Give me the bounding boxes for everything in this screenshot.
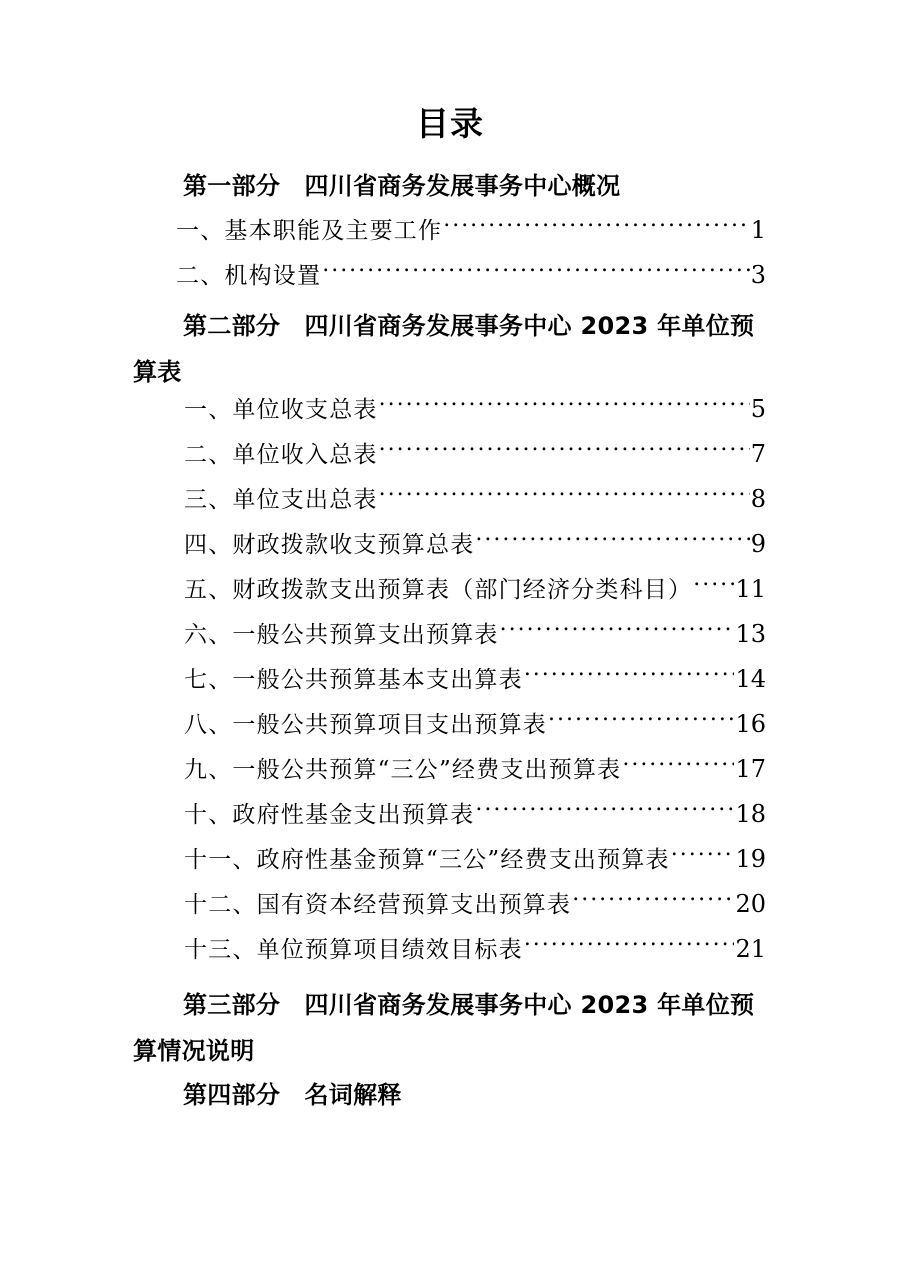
toc-entry-page: 3 [750,261,766,289]
toc-entry[interactable] [176,258,766,293]
toc-entry[interactable] [184,617,766,652]
leader-dots [443,215,750,238]
toc-entry[interactable] [184,932,766,967]
toc-entry[interactable] [184,842,766,877]
toc-entry-label: 十一、政府性基金预算“三公”经费支出预算表 [184,847,670,873]
toc-entry-label: 二、机构设置 [176,263,322,289]
toc-entry-page: 19 [735,845,766,873]
toc-entry-label: 四、财政拨款收支预算总表 [184,532,475,558]
leader-dots [572,889,734,912]
toc-entry[interactable] [184,662,766,697]
toc-entry-page: 21 [735,935,766,963]
toc-entry[interactable] [184,392,766,427]
leader-dots [379,439,750,462]
toc-entry-page: 11 [735,575,766,603]
toc-entry-label: 六、一般公共预算支出预算表 [184,622,499,648]
page-title: 目录 [416,104,484,143]
toc-entry[interactable] [176,213,766,248]
part-heading-one: 第一部分 四川省商务发展事务中心概况 [183,172,621,200]
toc-entry-label: 十二、国有资本经营预算支出预算表 [184,892,572,918]
toc-entry-page: 9 [750,530,766,558]
toc-entry-page: 16 [735,710,766,738]
leader-dots [524,934,735,957]
leader-dots [379,484,750,507]
toc-entry-label: 七、一般公共预算基本支出算表 [184,667,523,693]
part-heading-two: 第二部分 四川省商务发展事务中心 2023 年单位预算表 [133,312,755,386]
toc-entry-label: 一、单位收支总表 [184,397,378,423]
toc-entry-page: 1 [750,216,766,244]
leader-dots [322,260,750,283]
toc-entry[interactable] [184,797,766,832]
toc-entry-page: 13 [735,620,766,648]
leader-dots [500,619,735,642]
leader-dots [379,394,750,417]
toc-entry-page: 18 [735,800,766,828]
toc-entry-label: 五、财政拨款支出预算表（部门经济分类科目） [184,577,693,603]
leader-dots [671,844,735,867]
toc-entry-label: 九、一般公共预算“三公”经费支出预算表 [184,757,622,783]
leader-dots [693,574,734,597]
toc-entry-page: 5 [750,395,766,423]
toc-entry[interactable] [184,752,766,787]
toc-entry-page: 20 [735,890,766,918]
toc-entry[interactable] [184,527,766,562]
toc-entry[interactable] [184,482,766,517]
toc-entry[interactable] [184,437,766,472]
toc-entry-label: 十三、单位预算项目绩效目标表 [184,937,523,963]
toc-entry-label: 八、一般公共预算项目支出预算表 [184,712,547,738]
leader-dots [475,529,749,552]
toc-entry-page: 17 [735,755,766,783]
leader-dots [548,709,734,732]
toc-entry-page: 8 [750,485,766,513]
toc-entry-label: 二、单位收入总表 [184,442,378,468]
toc-entry-page: 14 [735,665,766,693]
toc-entry-label: 一、基本职能及主要工作 [176,218,443,244]
toc-entry-label: 三、单位支出总表 [184,487,378,513]
leader-dots [524,664,735,687]
toc-entry-label: 十、政府性基金支出预算表 [184,802,475,828]
part-heading-four: 第四部分 名词解释 [183,1081,402,1109]
part-heading-three: 第三部分 四川省商务发展事务中心 2023 年单位预算情况说明 [133,991,755,1065]
toc-entry[interactable] [184,572,766,607]
toc-entry[interactable] [184,887,766,922]
leader-dots [475,799,734,822]
toc-entry-page: 7 [750,440,766,468]
leader-dots [622,754,734,777]
toc-entry[interactable] [184,707,766,742]
